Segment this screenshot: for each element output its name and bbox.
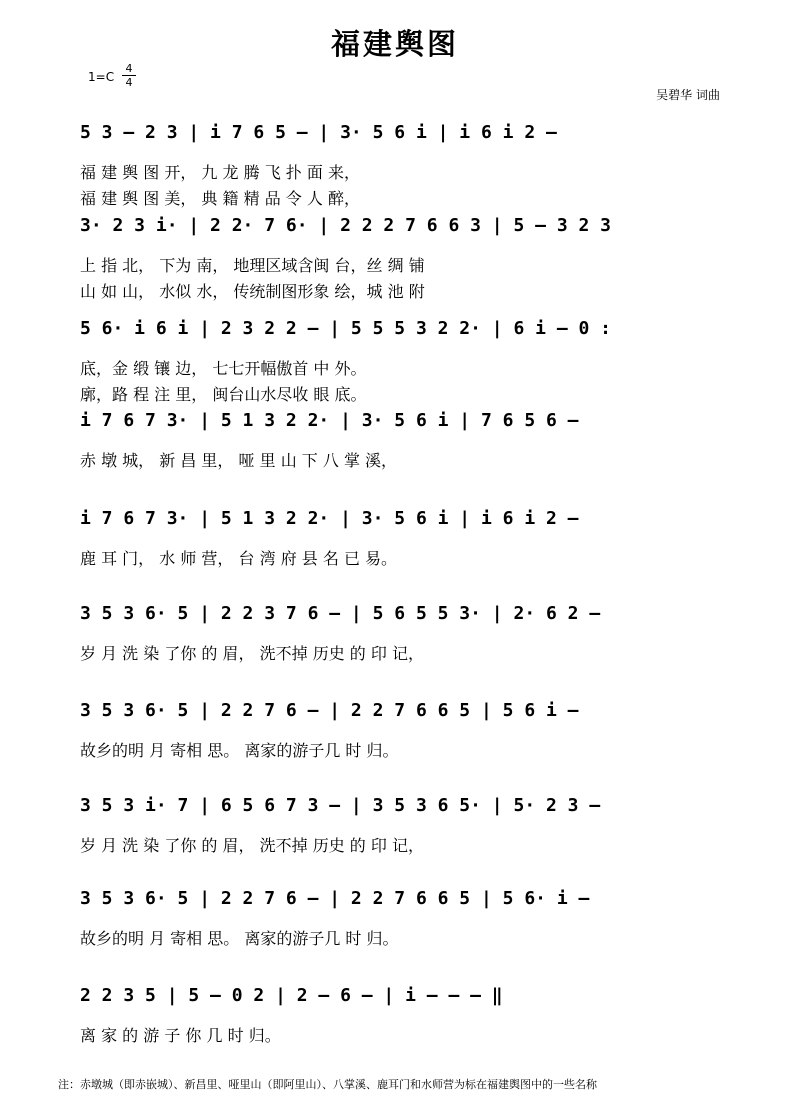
lyrics-verse-1: 故乡的明 月 寄相 思。 离家的游子几 时 归。 [80, 929, 399, 948]
time-signature-top: 4 [125, 62, 133, 75]
notation-line: i 7 6 7 3· | 5 1 3 2 2· | 3· 5 6 i | 7 6 5 6 – [80, 410, 579, 431]
lyrics-verse-1: 福 建 舆 图 开， 九 龙 腾 飞 扑 面 来， [80, 163, 360, 182]
notation-line: 3 5 3 6· 5 | 2 2 7 6 – | 2 2 7 6 6 5 | 5 6 i – [80, 700, 579, 721]
lyrics-verse-1: 岁 月 洗 染 了你 的 眉， 洗不掉 历史 的 印 记， [80, 644, 424, 663]
song-title: 福建舆图 [330, 27, 459, 61]
music-system [80, 795, 740, 859]
music-system [80, 122, 740, 212]
key-signature: 1=C [88, 70, 115, 84]
music-system [80, 215, 740, 305]
music-system [80, 888, 740, 952]
time-signature [122, 62, 136, 89]
notation-line: 3· 2 3 i· | 2 2· 7 6· | 2 2 2 7 6 6 3 | 5 – 3 2 3 [80, 215, 612, 236]
author-credit: 吴碧华 词曲 [656, 88, 720, 102]
notation-line: 5 3 – 2 3 | i 7 6 5 – | 3· 5 6 i | i 6 i 2 – [80, 122, 557, 143]
music-system [80, 603, 740, 667]
lyrics-verse-1: 鹿 耳 门， 水 师 营， 台 湾 府 县 名 已 易。 [80, 549, 398, 568]
notation-line: 3 5 3 i· 7 | 6 5 6 7 3 – | 3 5 3 6 5· | 5· 2 3 – [80, 795, 601, 816]
lyrics-verse-2: 廓，路 程 注 里， 闽台山水尽收 眼 底。 [80, 385, 367, 404]
lyrics-verse-2: 福 建 舆 图 美， 典 籍 精 品 令 人 醉， [80, 189, 360, 208]
music-system [80, 985, 740, 1049]
music-system [80, 410, 740, 474]
music-system [80, 508, 740, 572]
lyrics-verse-1: 赤 墩 城， 新 昌 里， 哑 里 山 下 八 掌 溪， [80, 451, 398, 470]
lyrics-verse-1: 上 指 北， 下为 南， 地理区域含闽 台，丝 绸 铺 [80, 256, 425, 275]
lyrics-verse-1: 底，金 缎 镶 边， 七七开幅傲首 中 外。 [80, 359, 367, 378]
music-system [80, 318, 740, 408]
music-system [80, 700, 740, 764]
notation-line: 3 5 3 6· 5 | 2 2 7 6 – | 2 2 7 6 6 5 | 5 6· i – [80, 888, 590, 909]
lyrics-verse-1: 故乡的明 月 寄相 思。 离家的游子几 时 归。 [80, 741, 399, 760]
lyrics-verse-1: 离 家 的 游 子 你 几 时 归。 [80, 1026, 281, 1045]
notation-line: 3 5 3 6· 5 | 2 2 3 7 6 – | 5 6 5 5 3· | 2· 6 2 – [80, 603, 601, 624]
footnote: 注：赤墩城（即赤嵌城）、新昌里、哑里山（即阿里山）、八掌溪、鹿耳门和水师营为标在福建舆图中的一些名称 [58, 1078, 597, 1091]
lyrics-verse-2: 山 如 山， 水似 水， 传统制图形象 绘，城 池 附 [80, 282, 425, 301]
notation-line: 5 6· i 6 i | 2 3 2 2 – | 5 5 5 3 2 2· | 6 i – 0 : [80, 318, 612, 339]
time-signature-bottom: 4 [122, 75, 136, 89]
lyrics-verse-1: 岁 月 洗 染 了你 的 眉， 洗不掉 历史 的 印 记， [80, 836, 424, 855]
notation-line: 2 2 3 5 | 5 – 0 2 | 2 – 6 – | i – – – ‖ [80, 985, 503, 1006]
notation-line: i 7 6 7 3· | 5 1 3 2 2· | 3· 5 6 i | i 6 i 2 – [80, 508, 579, 529]
